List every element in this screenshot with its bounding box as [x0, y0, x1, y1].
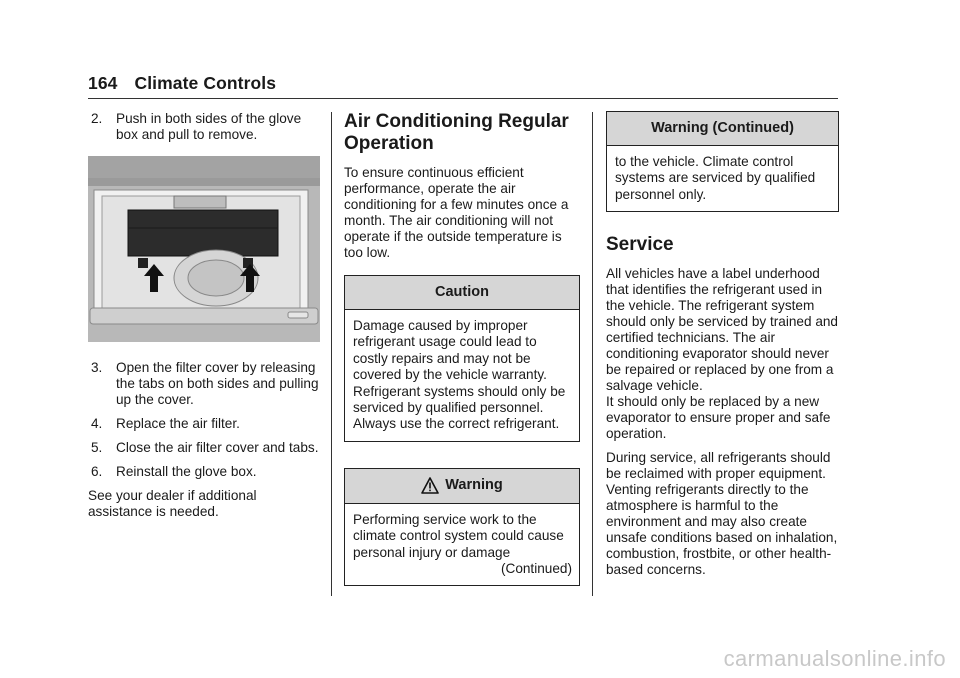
- section-title: Climate Controls: [134, 73, 277, 93]
- step-number: 3.: [91, 360, 103, 375]
- column-divider-2: [592, 112, 593, 596]
- column-divider-1: [331, 112, 332, 596]
- glove-box-filter-illustration-icon: [88, 156, 320, 342]
- caution-title: Caution: [345, 276, 579, 310]
- step-text: Reinstall the glove box.: [116, 464, 257, 479]
- step-text: Replace the air filter.: [116, 416, 240, 431]
- step-number: 4.: [91, 416, 103, 431]
- step-text: Close the air filter cover and tabs.: [116, 440, 319, 455]
- warning-continued-body: to the vehicle. Climate control systems are serviced by qualified personnel only.: [615, 154, 816, 202]
- step-number: 2.: [91, 111, 103, 126]
- warning-continued-box: [606, 111, 839, 212]
- page-number: 164: [88, 73, 118, 93]
- ac-intro-paragraph: To ensure continuous efficient performance, operate the air conditioning for a few minutes once a month. The air conditioning will not operate if the outside temperature is too low.: [344, 165, 569, 260]
- column-1: [88, 111, 324, 528]
- continued-label: (Continued): [500, 561, 572, 577]
- warning-triangle-icon: [421, 477, 439, 494]
- caution-box: [344, 275, 580, 442]
- step-2: [88, 111, 324, 143]
- step-6: [88, 464, 324, 480]
- step-number: 5.: [91, 440, 103, 455]
- step-3: [88, 360, 324, 408]
- warning-box: [344, 468, 580, 587]
- service-paragraph-1: All vehicles have a label underhood that identifies the refrigerant used in the vehicle. The refrigerant system should only be serviced by trained and certified technicians. The air conditioning evaporator should never be repaired or replaced by one from a salvage vehicle.: [606, 266, 838, 394]
- step-text: Push in both sides of the glove box and pull to remove.: [116, 111, 302, 142]
- warning-body: [345, 504, 579, 586]
- warning-title: Warning: [445, 477, 503, 494]
- warning-continued-title: Warning (Continued): [607, 112, 838, 146]
- caution-body: Damage caused by improper refrigerant usage could lead to costly repairs and may not be covered by the vehicle warranty. Refrigerant systems should only be serviced by qualified personnel. Always use the correct refrigerant.: [353, 318, 566, 432]
- column-2: [344, 111, 580, 612]
- service-paragraph-1b: It should only be replaced by a new evaporator to ensure proper and safe operation.: [606, 394, 831, 442]
- step-text: Open the filter cover by releasing the tabs on both sides and pulling up the cover.: [116, 360, 319, 407]
- closing-paragraph: See your dealer if additional assistance is needed.: [88, 488, 257, 519]
- watermark: carmanualsonline.info: [723, 646, 946, 671]
- column-3: [606, 111, 839, 586]
- service-heading: Service: [606, 234, 674, 256]
- header-rule: [88, 98, 838, 99]
- ac-operation-heading: Air Conditioning Regular Operation: [344, 111, 569, 154]
- step-5: [88, 440, 324, 456]
- step-number: 6.: [91, 464, 103, 479]
- glove-box-figure: [88, 156, 320, 342]
- page-header: [88, 73, 276, 94]
- warning-text: Performing service work to the climate control system could cause personal injury or damage: [353, 511, 564, 560]
- warning-title-bar: [345, 469, 579, 504]
- service-paragraph-2: During service, all refrigerants should be reclaimed with proper equipment. Venting refrigerants directly to the atmosphere is harmful to the environment and may also create unsafe conditions based on inhalation, combustion, frostbite, or other health-based concerns.: [606, 450, 838, 578]
- step-4: [88, 416, 324, 432]
